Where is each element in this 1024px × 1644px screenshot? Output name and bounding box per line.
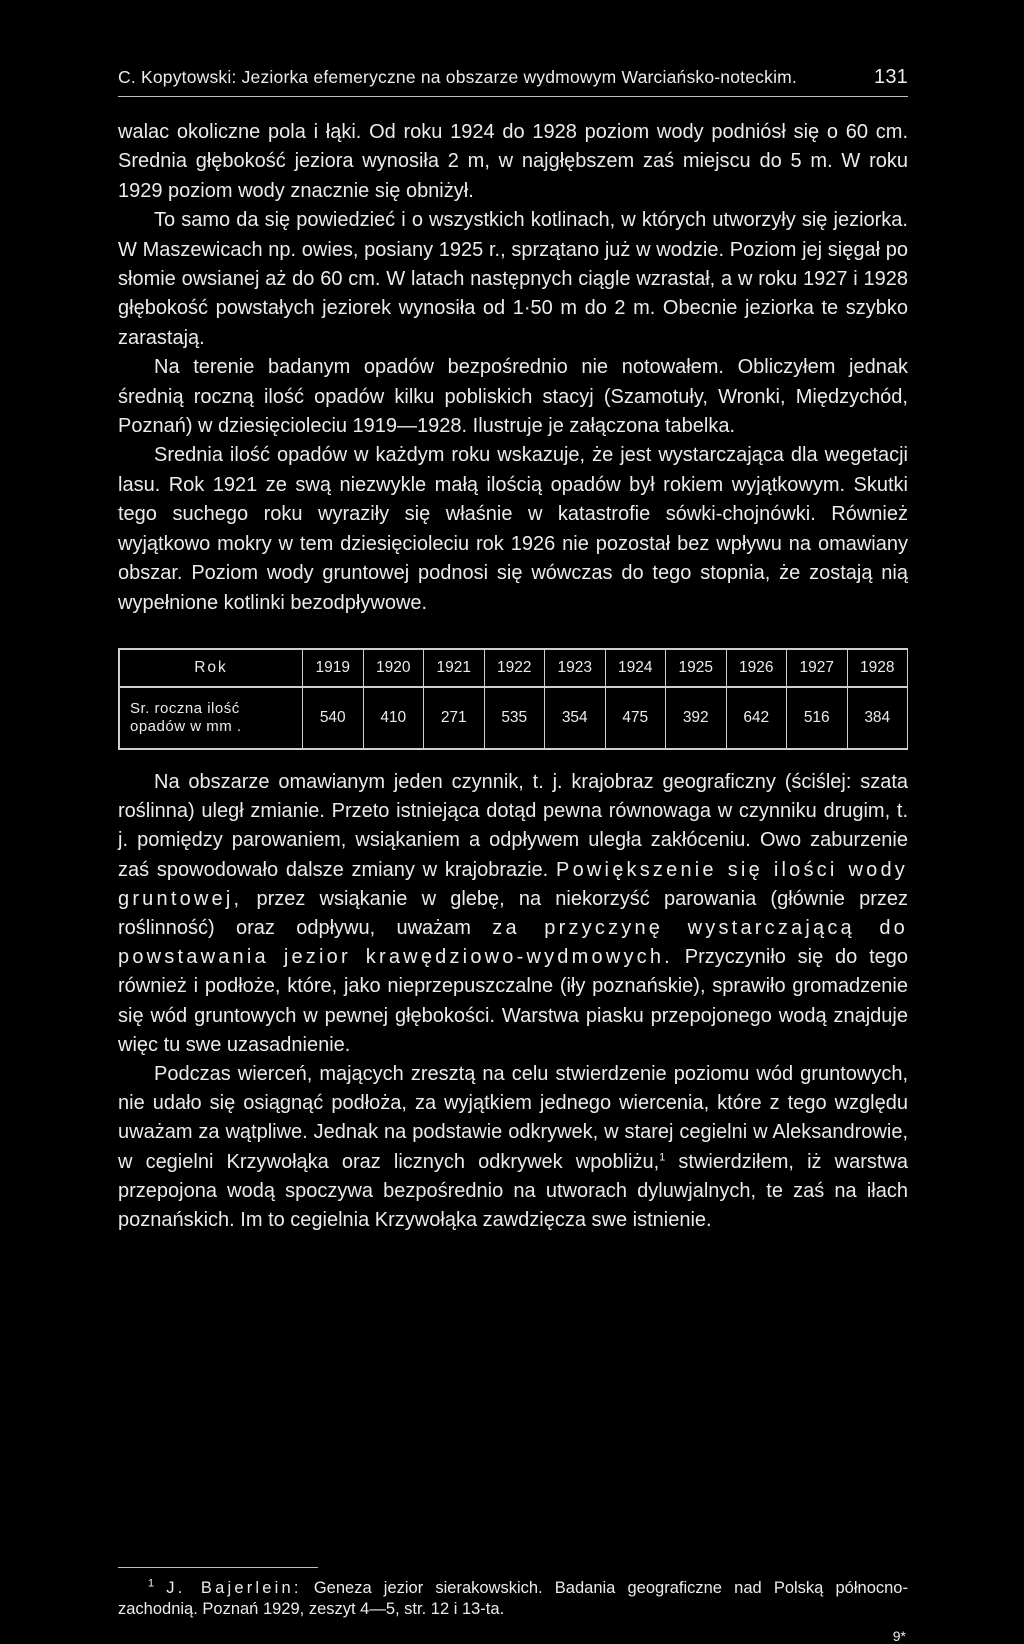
paragraph <box>118 1060 908 1235</box>
table-row-header <box>119 687 303 749</box>
table-cell: 1925 <box>666 649 727 687</box>
precipitation-table <box>118 648 908 750</box>
spaced-emphasis: Powiększenie się ilości wody gruntowej, <box>118 858 909 910</box>
table-cell: 475 <box>605 687 666 749</box>
table-cell: 1922 <box>484 649 545 687</box>
table-cell: 540 <box>303 687 364 749</box>
header-rule <box>118 96 908 97</box>
table-row <box>119 687 908 749</box>
text-run: Przyczyniło się do tego również i podłoże, które, jako nieprzepuszczalne (iły poznańskie), sprawiło gromadzenie się wód gruntowych w pewnej głębokości. Warstwa piasku przepojonego wodą znajduje więc tu swe uzasadnienie. <box>118 946 908 1056</box>
paragraph: walac okoliczne pola i łąki. Od roku 1924 do 1928 poziom wody podniósł się o 60 cm. Srednia głębokość jeziora wynosiła 2 m, w najgłębszem zaś miejscu do 5 m. W roku 1929 poziom wody znacznie się obniżył. <box>118 121 908 202</box>
table-cell: 1923 <box>545 649 606 687</box>
footnote-mark: 1 <box>148 1577 155 1590</box>
footnote-author: J. Bajerlein: <box>166 1579 302 1597</box>
footnote <box>118 1578 908 1620</box>
table-cell: 1919 <box>303 649 364 687</box>
table-cell: 1924 <box>605 649 666 687</box>
text-run: stwierdziłem, iż warstwa przepojona wodą spoczywa bezpośrednio na utworach dyluwjalnych, te zaś na iłach poznańskich. Im to cegielnia Krzywołąka zawdzięcza swe istnienie. <box>118 1150 908 1232</box>
table-cell: 1920 <box>363 649 424 687</box>
table-cell: 271 <box>424 687 485 749</box>
text-run: przez wsiąkanie w glebę, na niekorzyść parowania (głównie przez roślinność) oraz odpływu, uważam <box>118 887 908 940</box>
paragraph: To samo da się powiedzieć i o wszystkich kotlinach, w których utworzyły się jeziorka. W Maszewicach np. owies, posiany 1925 r., sprzątano już w wodzie. Poziom jej sięgał po słomie owsianej aż do 60 cm. W latach następnych ciągle wzrastał, a w roku 1927 i 1928 głębokość powstałych jeziorek wynosiła od 1·50 m do 2 m. Obecnie jeziorka te szybko zarastają. <box>118 209 908 349</box>
value-label-line1: Sr. roczna ilość <box>130 700 240 717</box>
running-title: C. Kopytowski: Jeziorka efemeryczne na obszarze wydmowym Warciańsko-noteckim. <box>118 67 797 87</box>
text-run: Podczas wierceń, mających zresztą na celu stwierdzenie poziomu wód gruntowych, nie udało się osiągnąć podłoża, za wyjątkiem jednego wiercenia, które z tego względu uważam za wątpliwe. Jednak na podstawie odkrywek, w starej cegielni w Aleksandrowie, w cegielni Krzywołąka oraz licznych odkrywek wpobliżu, <box>118 1063 908 1173</box>
table-cell: 516 <box>787 687 848 749</box>
table-cell: 1927 <box>787 649 848 687</box>
footnote-ref: 1 <box>659 1150 666 1163</box>
table-cell: 1926 <box>726 649 787 687</box>
table-cell: 392 <box>666 687 727 749</box>
footnote-rule <box>118 1567 318 1568</box>
body-text-part1 <box>118 118 908 618</box>
table-cell: 354 <box>545 687 606 749</box>
text-run: Na obszarze omawianym jeden czynnik, t. j. krajobraz geograficzny (ściślej: szata roślinna) uległ zmianie. Przeto istniejąca dotąd pewna równowaga w czynniku drugim, t. j. pomiędzy parowaniem, wsiąkaniem a odpływem uległa zakłóceniu. Owo zaburzenie zaś spowodowało dalsze zmiany w krajobrazie. <box>118 771 908 881</box>
paragraph: Na terenie badanym opadów bezpośrednio nie notowałem. Obliczyłem jednak średnią roczną ilość opadów kilku pobliskich stacyj (Szamotuły, Wronki, Międzychód, Poznań) w dziesięcioleciu 1919—1928. Ilustruje je załączona tabelka. <box>118 356 908 438</box>
page-number: 131 <box>874 66 908 88</box>
paragraph <box>118 768 908 1060</box>
footnote-text: Geneza jezior sierakowskich. Badania geograficzne nad Polską północno-zachodnią. Poznań 1929, zeszyt 4—5, str. 12 i 13-ta. <box>118 1579 908 1618</box>
table-row-header: Rok <box>119 649 303 687</box>
table-row <box>119 649 908 687</box>
paragraph: Srednia ilość opadów w każdym roku wskazuje, że jest wystarczająca dla wegetacji lasu. Rok 1921 ze swą niezwykle małą ilością opadów był rokiem wyjątkowym. Skutki tego suchego roku wyraziły się właśnie w katastrofie sówki-chojnówki. Również wyjątkowo mokry w tem dziesięcioleciu rok 1926 nie pozostał bez wpływu na omawiany obszar. Poziom wody gruntowej podnosi się wówczas do tego stopnia, że zostają nią wypełnione kotlinki bezodpływowe. <box>118 444 908 614</box>
table-cell: 384 <box>847 687 908 749</box>
table-cell: 1921 <box>424 649 485 687</box>
value-label-line2: opadów w mm . <box>130 718 242 735</box>
running-header <box>118 66 908 89</box>
table-cell: 642 <box>726 687 787 749</box>
signature-mark: 9* <box>892 1628 906 1644</box>
table-cell: 410 <box>363 687 424 749</box>
body-text-part2 <box>118 768 908 1235</box>
spaced-emphasis: za przyczynę wystarczającą do powstawania jezior krawędziowo-wydmowych. <box>118 917 908 969</box>
table-cell: 1928 <box>847 649 908 687</box>
table-cell: 535 <box>484 687 545 749</box>
